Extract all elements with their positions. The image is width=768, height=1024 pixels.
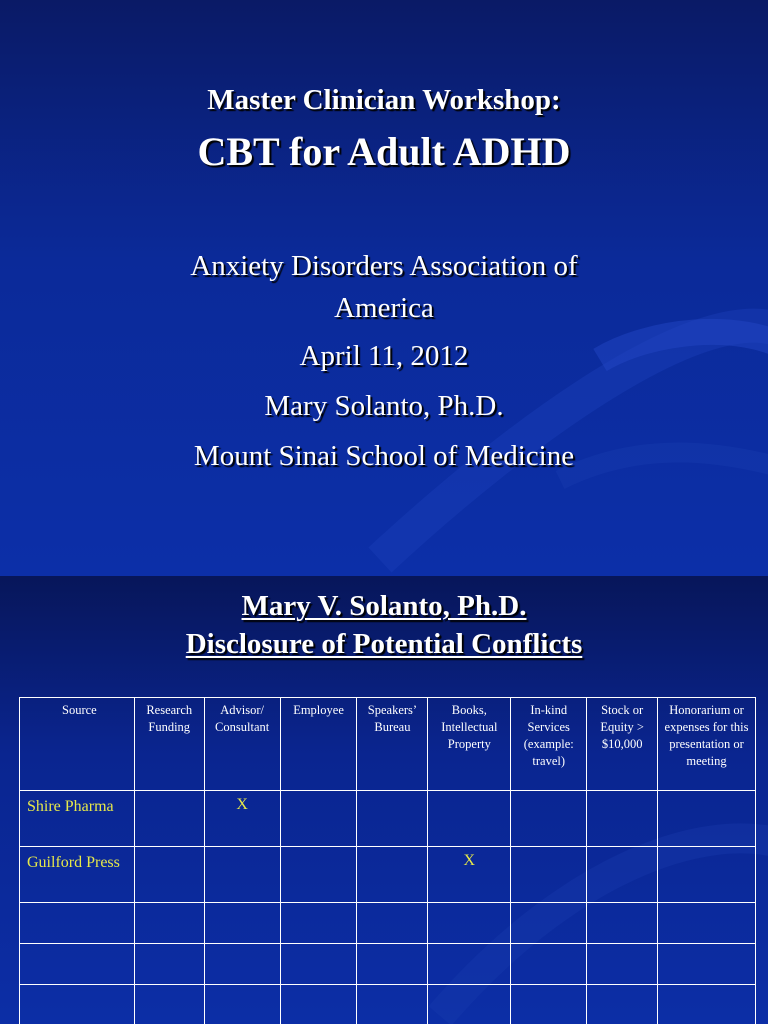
header-source: Source <box>20 698 135 791</box>
table-header-row <box>20 698 756 791</box>
table-cell <box>204 847 280 903</box>
table-cell <box>357 791 428 847</box>
conflicts-table <box>19 697 756 1024</box>
table-cell <box>357 985 428 1024</box>
institution-name: Mount Sinai School of Medicine <box>193 440 575 472</box>
table-row <box>20 985 756 1024</box>
table-cell <box>587 985 658 1024</box>
disclosure-heading-name: Mary V. Solanto, Ph.D. <box>241 590 527 622</box>
table-cell <box>204 903 280 944</box>
header-books-ip: Books, Intellectual Property <box>428 698 511 791</box>
workshop-title: Master Clinician Workshop: <box>207 84 561 116</box>
table-cell <box>587 903 658 944</box>
header-speakers-bureau: Speakers’ Bureau <box>357 698 428 791</box>
table-cell <box>134 847 204 903</box>
disclosure-slide <box>0 576 768 1024</box>
table-row <box>20 944 756 985</box>
organization-line-2: America <box>334 292 434 324</box>
table-cell <box>134 791 204 847</box>
table-row <box>20 847 756 903</box>
table-cell <box>428 791 511 847</box>
table-cell <box>658 985 756 1024</box>
table-cell: X <box>204 791 280 847</box>
header-advisor-consultant: Advisor/ Consultant <box>204 698 280 791</box>
table-cell <box>357 944 428 985</box>
presentation-date: April 11, 2012 <box>299 340 469 372</box>
table-cell <box>134 985 204 1024</box>
table-cell: X <box>428 847 511 903</box>
table-cell <box>587 847 658 903</box>
table-cell <box>134 903 204 944</box>
table-row <box>20 903 756 944</box>
table-cell <box>428 985 511 1024</box>
table-cell <box>587 944 658 985</box>
table-cell <box>658 944 756 985</box>
header-honorarium: Honorarium or expenses for this presentation or meeting <box>658 698 756 791</box>
table-cell <box>280 985 357 1024</box>
header-stock-equity: Stock or Equity > $10,000 <box>587 698 658 791</box>
main-title: CBT for Adult ADHD <box>197 129 571 174</box>
presenter-name: Mary Solanto, Ph.D. <box>264 390 504 422</box>
table-cell <box>658 903 756 944</box>
table-cell <box>357 903 428 944</box>
disclosure-heading-title: Disclosure of Potential Conflicts <box>185 628 583 660</box>
table-cell <box>511 847 587 903</box>
table-cell-source <box>20 985 135 1024</box>
table-cell <box>134 944 204 985</box>
header-research-funding: Research Funding <box>134 698 204 791</box>
table-cell <box>357 847 428 903</box>
table-cell <box>511 903 587 944</box>
table-cell <box>280 903 357 944</box>
table-cell <box>280 847 357 903</box>
table-cell-source <box>20 903 135 944</box>
header-in-kind-services: In-kind Services (example: travel) <box>511 698 587 791</box>
table-cell <box>280 791 357 847</box>
table-cell <box>280 944 357 985</box>
header-employee: Employee <box>280 698 357 791</box>
table-cell <box>204 985 280 1024</box>
organization-line-1: Anxiety Disorders Association of <box>190 250 578 282</box>
table-cell <box>204 944 280 985</box>
table-row <box>20 791 756 847</box>
table-cell-source: Shire Pharma <box>20 791 135 847</box>
table-cell <box>511 791 587 847</box>
table-cell <box>511 944 587 985</box>
table-cell <box>428 903 511 944</box>
table-cell-source: Guilford Press <box>20 847 135 903</box>
table-cell <box>428 944 511 985</box>
table-cell <box>658 847 756 903</box>
table-cell-source <box>20 944 135 985</box>
table-cell <box>511 985 587 1024</box>
table-cell <box>587 791 658 847</box>
table-cell <box>658 791 756 847</box>
